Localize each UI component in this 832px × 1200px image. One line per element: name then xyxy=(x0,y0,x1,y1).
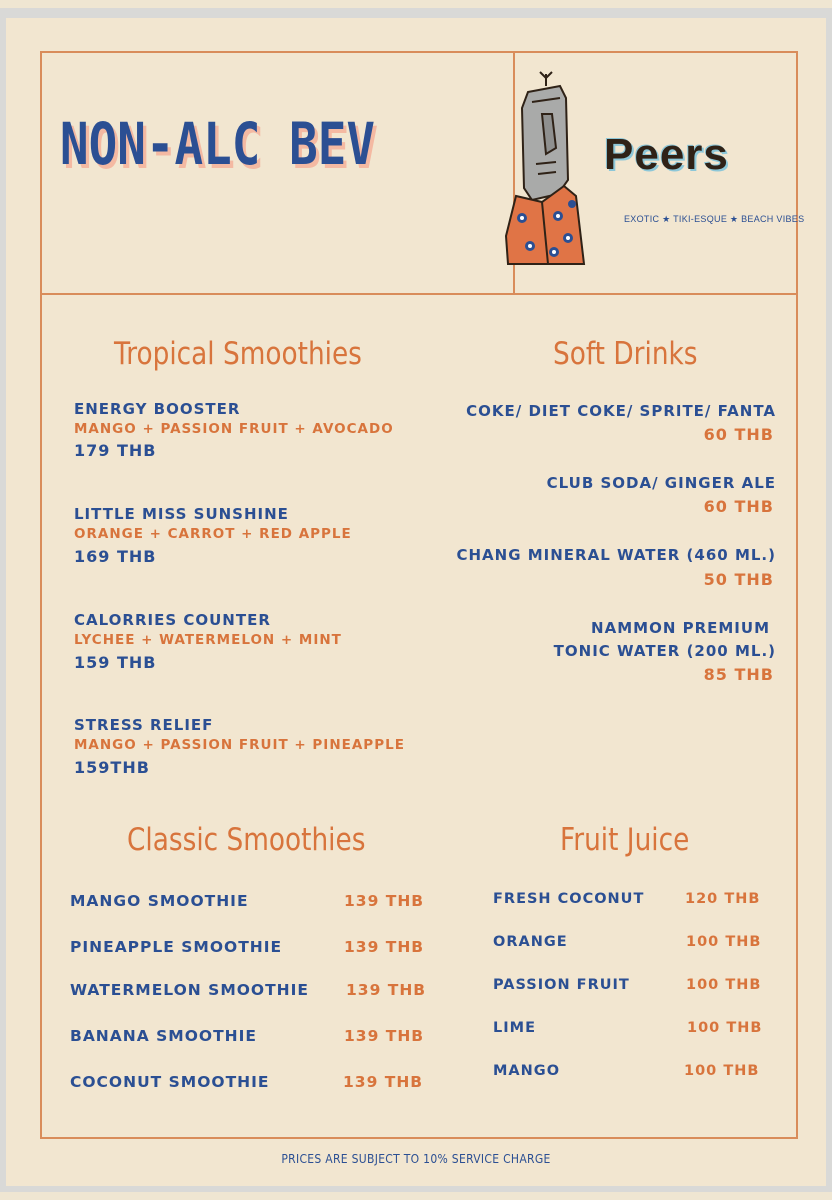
menu-item-name: LIME xyxy=(493,1020,536,1036)
menu-item-price: 85 THB xyxy=(703,665,774,684)
menu-item-name: BANANA SMOOTHIE xyxy=(70,1027,257,1045)
menu-item-ingredients: MANGO + PASSION FRUIT + AVOCADO xyxy=(74,421,394,437)
menu-item-name: ORANGE xyxy=(493,934,568,950)
menu-item-price: 139 THB xyxy=(344,938,425,956)
menu-page xyxy=(6,18,826,1186)
menu-item-price: 100 THB xyxy=(686,934,762,950)
menu-item-price: 139 THB xyxy=(346,981,427,999)
menu-item-price: 100 THB xyxy=(686,977,762,993)
page-title: NON-ALC BEV xyxy=(60,110,375,178)
menu-item-name: STRESS RELIEF xyxy=(74,716,214,734)
menu-item-name: MANGO xyxy=(493,1063,561,1079)
menu-item-name: LITTLE MISS SUNSHINE xyxy=(74,505,289,523)
menu-item-price: 139 THB xyxy=(344,1027,425,1045)
menu-item-name: ENERGY BOOSTER xyxy=(74,400,241,418)
brand-tagline: EXOTIC ★ TIKI-ESQUE ★ BEACH VIBES xyxy=(624,214,805,224)
brand-logo-text: Peers xyxy=(604,130,729,179)
menu-item-price: 169 THB xyxy=(74,547,157,566)
menu-item-name: PASSION FRUIT xyxy=(493,977,630,993)
menu-item-name: COKE/ DIET COKE/ SPRITE/ FANTA xyxy=(466,402,776,420)
menu-item-ingredients: LYCHEE + WATERMELON + MINT xyxy=(74,632,342,648)
bottom-page-edge xyxy=(0,1192,832,1200)
menu-item-name: CLUB SODA/ GINGER ALE xyxy=(546,474,776,492)
menu-item-price: 50 THB xyxy=(703,570,774,589)
service-charge-note: PRICES ARE SUBJECT TO 10% SERVICE CHARGE xyxy=(281,1152,551,1166)
header-divider xyxy=(42,293,796,295)
menu-item-name: CALORRIES COUNTER xyxy=(74,611,271,629)
menu-item-price: 60 THB xyxy=(703,425,774,444)
menu-item-name: FRESH COCONUT xyxy=(493,891,645,907)
menu-item-price: 100 THB xyxy=(687,1020,763,1036)
menu-item-price: 179 THB xyxy=(74,441,157,460)
menu-item-name: CHANG MINERAL WATER (460 ML.) xyxy=(456,546,776,564)
menu-item-price: 159 THB xyxy=(74,653,157,672)
menu-item-price: 159THB xyxy=(74,758,150,777)
menu-item-price: 139 THB xyxy=(344,892,425,910)
fruit-juice-title: Fruit Juice xyxy=(560,822,690,858)
tropical-smoothies-title: Tropical Smoothies xyxy=(114,336,362,372)
menu-item-name: NAMMON PREMIUM xyxy=(591,619,770,637)
menu-item-name: TONIC WATER (200 ML.) xyxy=(553,642,776,660)
menu-item-price: 120 THB xyxy=(685,891,761,907)
soft-drinks-title: Soft Drinks xyxy=(553,336,698,372)
menu-item-name: MANGO SMOOTHIE xyxy=(70,892,249,910)
menu-item-name: WATERMELON SMOOTHIE xyxy=(70,981,310,999)
menu-item-name: PINEAPPLE SMOOTHIE xyxy=(70,938,283,956)
menu-item-ingredients: ORANGE + CARROT + RED APPLE xyxy=(74,526,352,542)
moai-logo-icon xyxy=(502,68,594,268)
menu-item-name: COCONUT SMOOTHIE xyxy=(70,1073,270,1091)
menu-item-price: 100 THB xyxy=(684,1063,760,1079)
menu-item-ingredients: MANGO + PASSION FRUIT + PINEAPPLE xyxy=(74,737,405,753)
menu-item-price: 60 THB xyxy=(703,497,774,516)
top-page-edge xyxy=(0,0,832,8)
menu-item-price: 139 THB xyxy=(343,1073,424,1091)
classic-smoothies-title: Classic Smoothies xyxy=(127,822,366,858)
